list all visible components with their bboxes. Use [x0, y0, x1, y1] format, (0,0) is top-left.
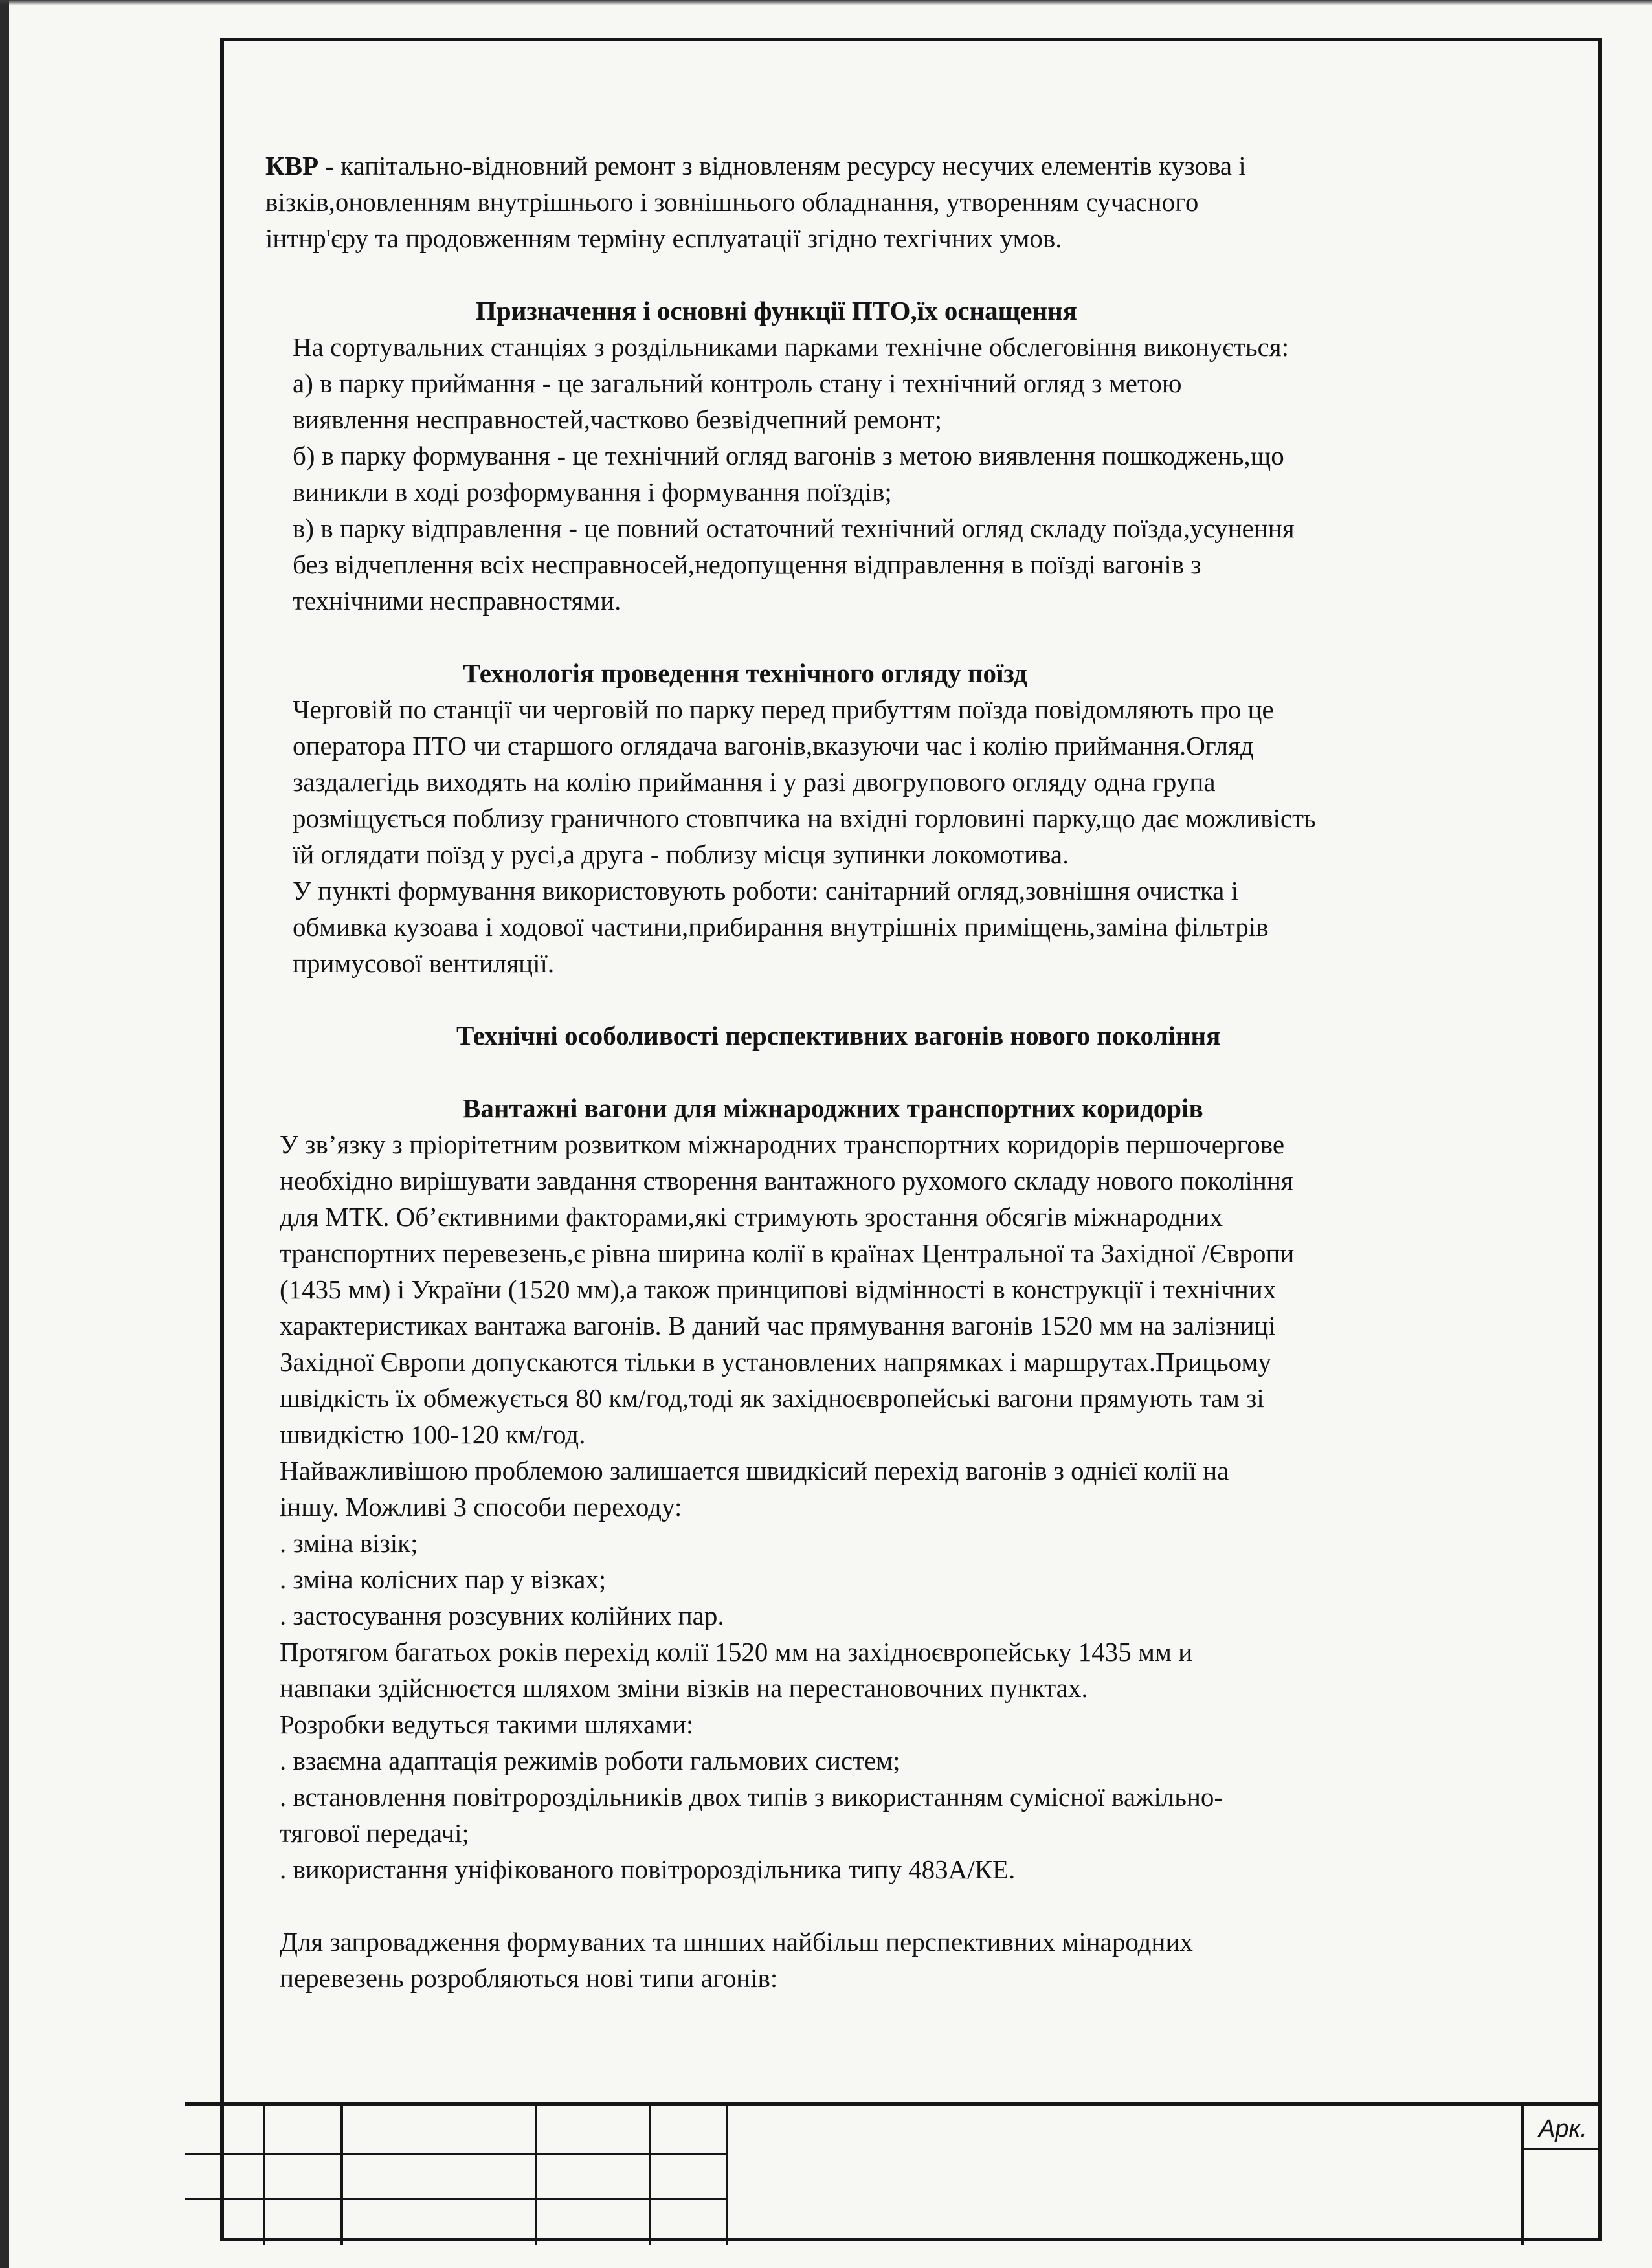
list-item: . зміна візік;: [280, 1528, 418, 1558]
stamp-row-line: [185, 2153, 726, 2155]
section-pto-functions: [265, 293, 1560, 619]
paragraph-line: іншу. Можливі 3 способи переходу:: [280, 1492, 682, 1522]
paragraph-line: Протягом багатьох років перехід колії 1520 мм на західноєвропейську 1435 мм и: [280, 1637, 1193, 1667]
paragraph-line: оператора ПТО чи старшого оглядача вагонів,вказуючи час і колію приймання.Огляд: [293, 731, 1254, 761]
list-item: . взаємна адаптація режимів роботи гальмових систем;: [280, 1746, 900, 1775]
paragraph-line: швідкість їх обмежується 80 км/год,тоді як західноєвропейські вагони прямують там зі: [280, 1383, 1264, 1413]
section-heading: Призначення і основні функції ПТО,їх оснащення: [476, 296, 1077, 326]
paragraph-line: Черговій по станції чи черговій по парку перед прибуттям поїзда повідомляють про це: [293, 695, 1274, 724]
list-item: . використання уніфікованого повітророздільника типу 483А/КЕ.: [280, 1854, 1016, 1884]
section-new-generation-wagons: [265, 1017, 1560, 1054]
spacer: [265, 619, 1560, 655]
stamp-col-line: [649, 2106, 651, 2245]
spacer: [265, 1887, 1560, 1924]
paragraph-line: обмивка кузоава і ходової частини,прибирання внутрішніх приміщень,заміна фільтрів: [293, 912, 1269, 942]
stamp-col-line: [535, 2106, 537, 2245]
intro-term: КВР: [265, 151, 319, 181]
paragraph-line: необхідно вирішувати завдання створення вантажного рухомого складу нового покоління: [280, 1166, 1293, 1195]
section-heading: Вантажні вагони для міжнароджних транспортних коридорів: [463, 1093, 1203, 1123]
sheet-label-box: [1521, 2110, 1602, 2150]
paragraph-line: транспортних перевезень,є рівна ширина колії в країнах Центральної та Західної /Європи: [280, 1238, 1295, 1268]
paragraph-line: технічними несправностями.: [293, 586, 621, 616]
stamp-row-line: [185, 2198, 726, 2200]
list-item: . встановлення повітророздільників двох типів з використанням сумісної важільно-: [280, 1782, 1223, 1812]
paragraph-line: примусової вентиляції.: [293, 948, 555, 978]
paragraph-line: розміщується поблизу граничного стовпчика на вхідні горловині парку,що дає можливість: [293, 803, 1316, 833]
paragraph-line: У пункті формування використовують роботи: санітарний огляд,зовнішня очистка і: [293, 876, 1238, 906]
paragraph-line: б) в парку формування - це технічний огляд вагонів з метою виявлення пошкоджень,що: [293, 441, 1284, 471]
sheet-label: Арк.: [1539, 2115, 1587, 2142]
spacer: [265, 1054, 1560, 1090]
paragraph-line: виникли в ході розформування і формування поїздів;: [293, 477, 892, 507]
section-inspection-technology: [265, 655, 1560, 981]
spacer: [265, 981, 1560, 1017]
paragraph-line: в) в парку відправлення - це повний остаточний технічний огляд складу поїзда,усунення: [293, 513, 1295, 543]
paragraph-line: характеристиках вантажа вагонів. В даний час прямування вагонів 1520 мм на залізниці: [280, 1311, 1276, 1340]
paragraph-line: Розробки ведуться такими шляхами:: [280, 1709, 694, 1739]
intro-line-3: інтнр'єру та продовженням терміну есплуатації згідно техгічних умов.: [265, 223, 1062, 253]
stamp-col-line: [340, 2106, 343, 2245]
paragraph-line: для МТК. Об’єктивними факторами,які стримують зростання обсягів міжнародних: [280, 1202, 1223, 1232]
paragraph-line: тягової передачі;: [280, 1818, 469, 1848]
paragraph-line: їй оглядати поїзд у русі,а друга - поблизу місця зупинки локомотива.: [293, 839, 1069, 869]
paragraph-line: (1435 мм) і України (1520 мм),а також принципові відмінності в конструкції і технічних: [280, 1274, 1277, 1304]
list-item: . зміна колісних пар у візках;: [280, 1564, 607, 1594]
paragraph-line: швидкістю 100-120 км/год.: [280, 1419, 586, 1449]
title-block-stamp: [185, 2102, 1602, 2241]
paragraph-line: Найважливішою проблемою залишается швидкісий перехід вагонів з однієї колії на: [280, 1456, 1229, 1485]
intro-paragraph: [265, 148, 1560, 256]
paragraph-line: навпаки здійснюєтся шляхом зміни візків на перестановочних пунктах.: [280, 1673, 1088, 1703]
intro-line-1: КВР - капітально-відновний ремонт з відновленям ресурсу несучих елементів кузова і: [265, 151, 1246, 181]
scan-edge-top: [0, 0, 1652, 5]
scan-edge-left: [0, 0, 9, 2268]
stamp-col-line: [726, 2106, 728, 2245]
paragraph-line: без відчеплення всіх несправносей,недопущення відправлення в поїзді вагонів з: [293, 550, 1201, 579]
document-body: [265, 148, 1560, 1996]
intro-line-2: візків,оновленням внутрішнього і зовнішнього обладнання, утворенням сучасного: [265, 187, 1199, 217]
paragraph-line: На сортувальних станціях з роздільниками парками технічне обслеговіння виконується:: [293, 332, 1289, 362]
list-item: . застосування розсувних колійних пар.: [280, 1601, 724, 1630]
paragraph-line: У зв’язку з пріорітетним розвитком міжнародних транспортних коридорів першочергове: [280, 1129, 1285, 1159]
closing-paragraph: [265, 1924, 1560, 1996]
stamp-col-line: [263, 2106, 265, 2245]
section-freight-wagons: [265, 1090, 1560, 1887]
paragraph-line: перевезень розробляються нові типи агонів:: [280, 1963, 778, 1993]
section-heading: Технічні особоливості перспективних вагонів нового покоління: [456, 1021, 1221, 1051]
section-heading: Технологія проведення технічного огляду поїзд: [463, 658, 1027, 688]
paragraph-line: Для запровадження формуваних та шнших найбільш перспективних мінародних: [280, 1927, 1193, 1957]
spacer: [265, 256, 1560, 293]
paragraph-line: а) в парку приймання - це загальний контроль стану і технічний огляд з метою: [293, 368, 1182, 398]
paragraph-line: Західної Європи допускаются тільки в установлених напрямках і маршрутах.Прицьому: [280, 1347, 1271, 1377]
paragraph-line: заздалегідь виходять на колію приймання і у разі двогрупового огляду одна група: [293, 767, 1216, 797]
paragraph-line: виявлення несправностей,частково безвідчепний ремонт;: [293, 405, 943, 434]
